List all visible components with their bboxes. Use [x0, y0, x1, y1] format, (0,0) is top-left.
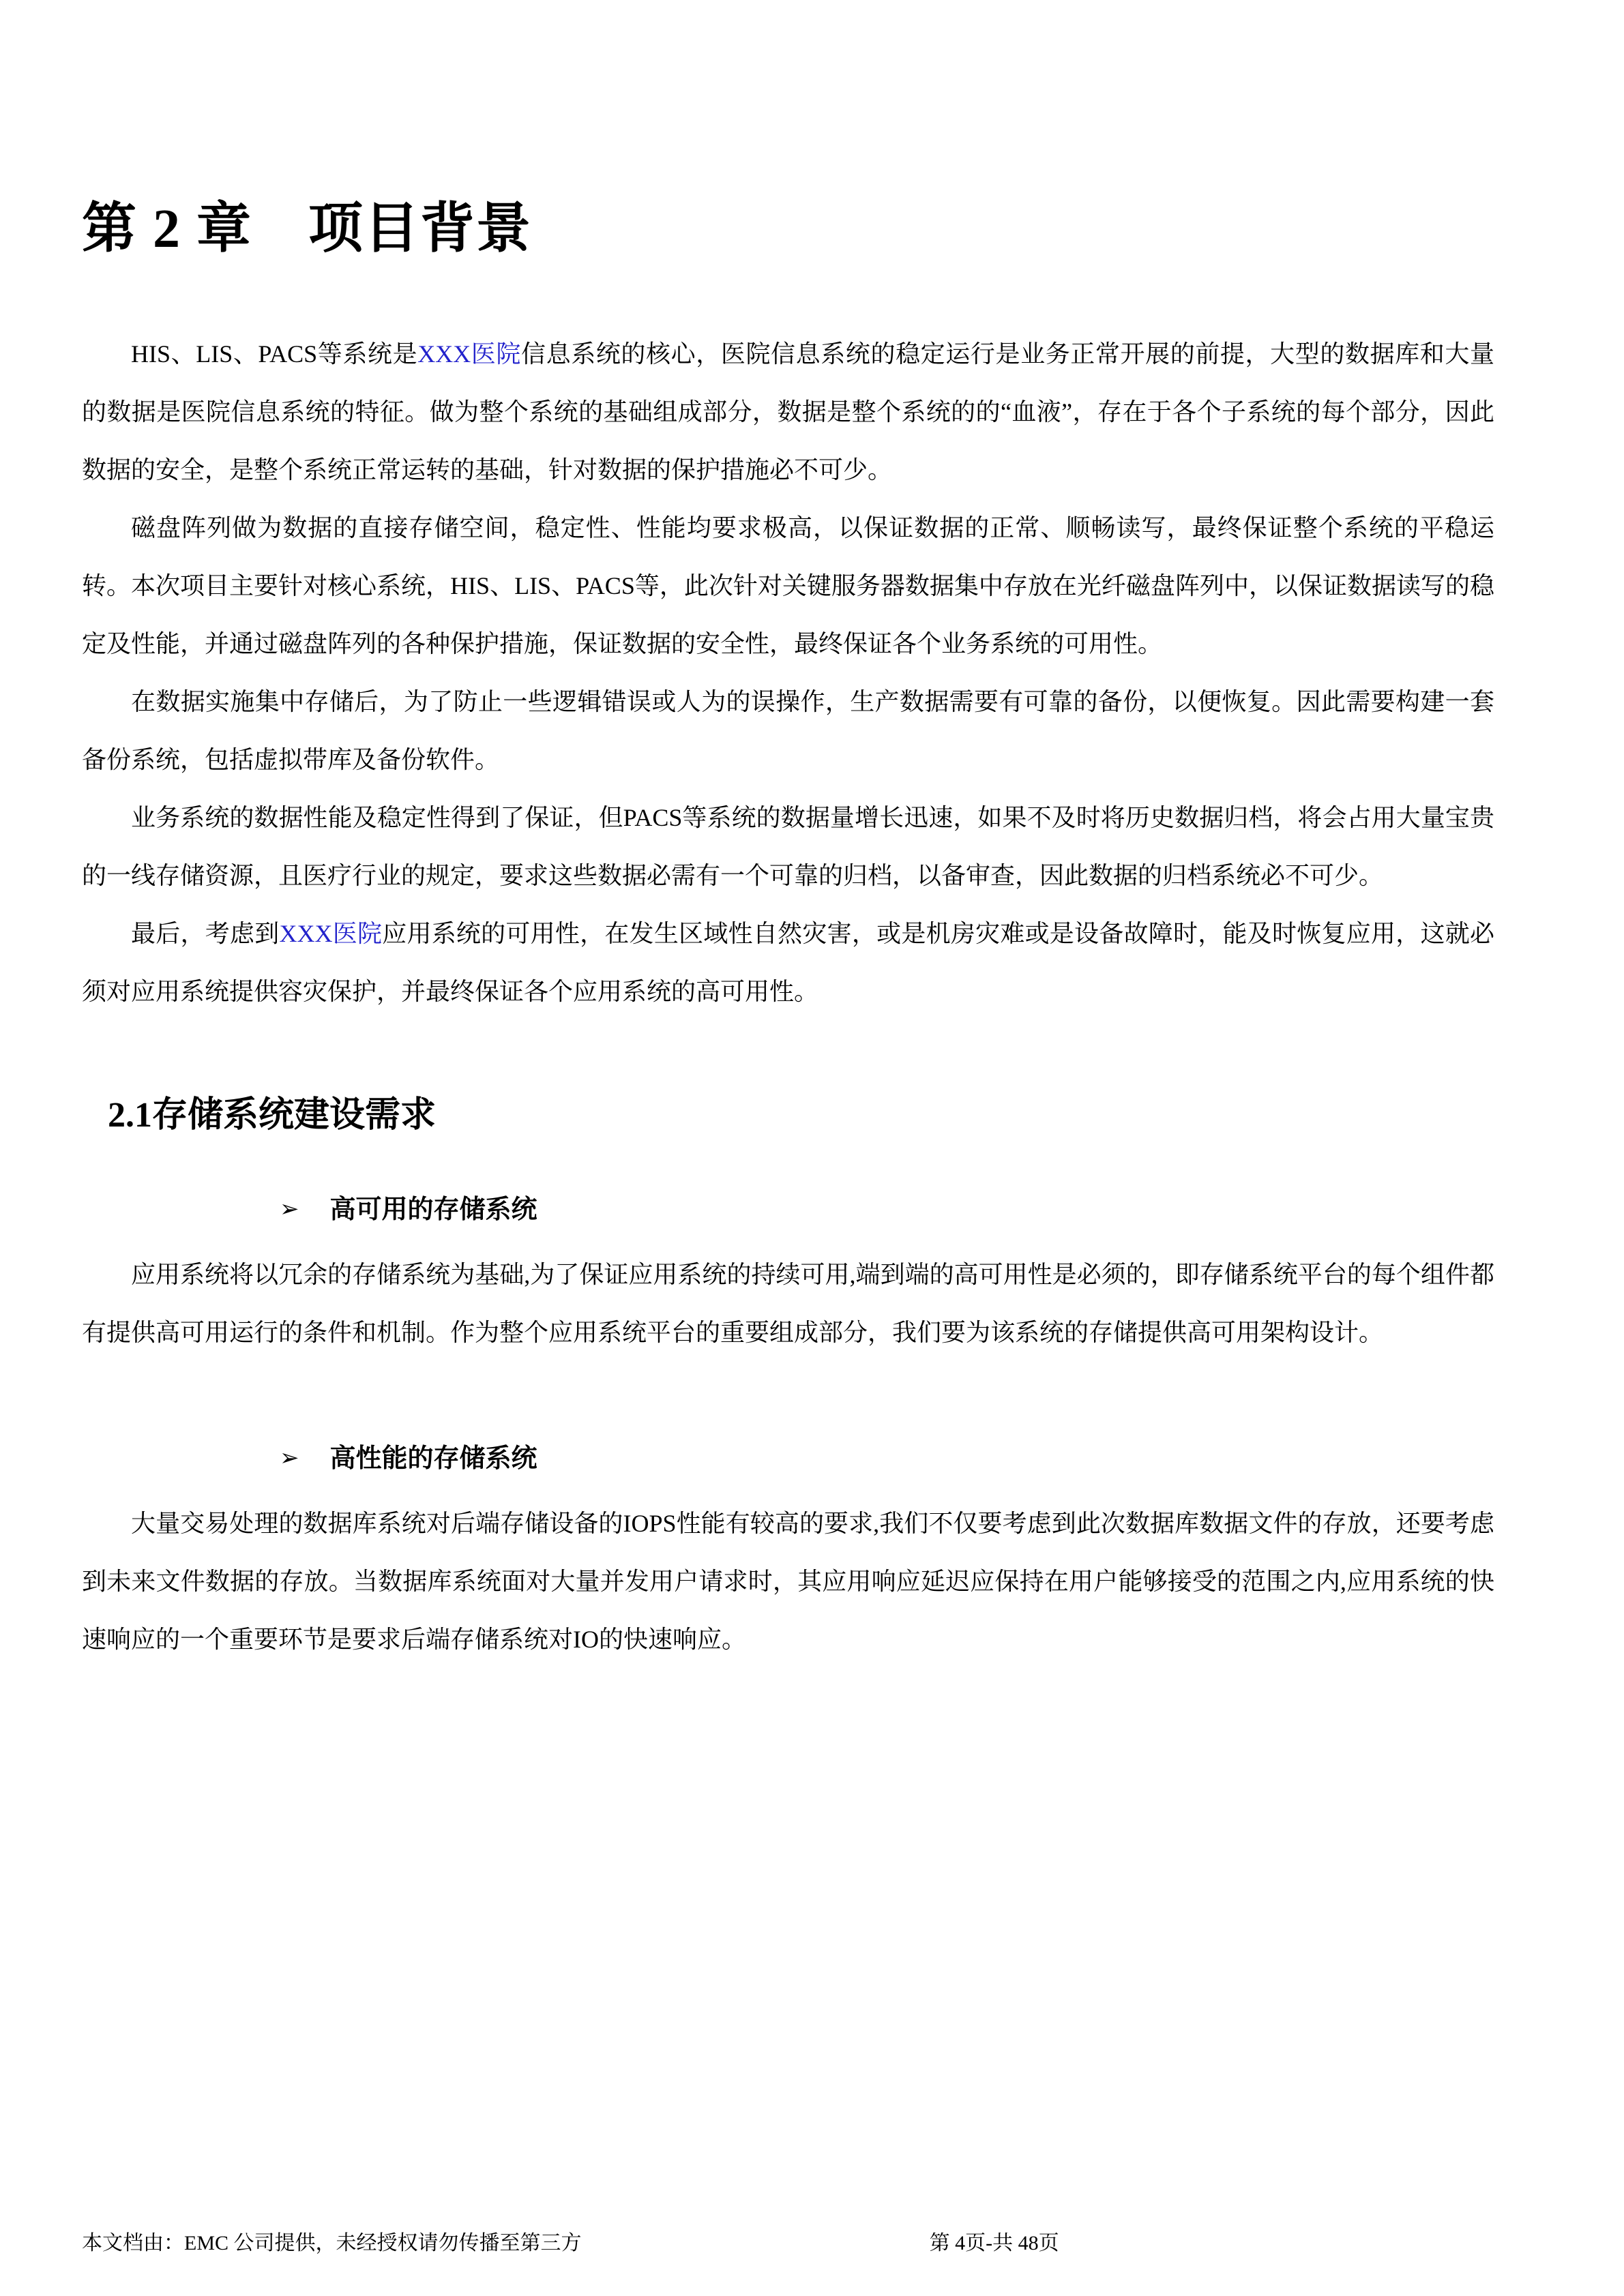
chapter-title: 第 2 章 项目背景: [82, 199, 532, 259]
paragraph-high-availability: 应用系统将以冗余的存储系统为基础,为了保证应用系统的持续可用,端到端的高可用性是必须的，即存储系统平台的每个组件都有提供高可用运行的条件和机制。作为整个应用系统平台的重要组成部分，我们要为该系统的存储提供高可用架构设计。: [82, 1261, 1494, 1346]
page-footer: [82, 2230, 1494, 2256]
paragraph-text: 信息系统的核心，医院信息系统的稳定运行是业务正常开展的前提，大型的数据库和大量的数据是医院信息系统的特征。做为整个系统的基础组成部分，数据是整个系统的的“血液”，存在于各个子系统的每个部分，因此数据的安全，是整个系统正常运转的基础，针对数据的保护措施必不可少。: [82, 340, 1494, 483]
paragraph-5: [82, 905, 1494, 1021]
arrow-bullet-icon: ➢: [280, 1445, 299, 1471]
paragraph-high-performance: 大量交易处理的数据库系统对后端存储设备的IOPS性能有较高的要求,我们不仅要考虑到此次数据库数据文件的存放，还要考虑到未来文件数据的存放。当数据库系统面对大量并发用户请求时，其应用响应延迟应保持在用户能够接受的范围之内,应用系统的快速响应的一个重要环节是要求后端存储系统对IO的快速响应。: [82, 1510, 1494, 1653]
bullet-item-high-availability: [280, 1188, 1494, 1225]
paragraph-text: 最后，考虑到: [131, 920, 280, 947]
bullet-item-high-performance: [280, 1437, 1494, 1474]
footer-disclaimer: 本文档由：EMC 公司提供，未经授权请勿传播至第三方: [82, 2232, 582, 2254]
hospital-name-link: XXX医院: [417, 340, 522, 368]
paragraph-1: [82, 325, 1494, 499]
section-title-storage-requirements: 2.1存储系统建设需求: [108, 1096, 437, 1135]
arrow-bullet-icon: ➢: [280, 1196, 299, 1222]
paragraph-text: HIS、LIS、PACS等系统是: [131, 340, 418, 368]
bullet-title-high-performance: 高性能的存储系统: [329, 1444, 537, 1473]
hospital-name-link: XXX医院: [279, 920, 383, 947]
paragraph-2: 磁盘阵列做为数据的直接存储空间，稳定性、性能均要求极高，以保证数据的正常、顺畅读写，最终保证整个系统的平稳运转。本次项目主要针对核心系统，HIS、LIS、PACS等，此次针对关键服务器数据集中存放在光纤磁盘阵列中，以保证数据读写的稳定及性能，并通过磁盘阵列的各种保护措施，保证数据的安全性，最终保证各个业务系统的可用性。: [82, 514, 1494, 657]
footer-page-number: 第 4页-共 48页: [929, 2232, 1059, 2254]
paragraph-4: 业务系统的数据性能及稳定性得到了保证，但PACS等系统的数据量增长迅速，如果不及时将历史数据归档，将会占用大量宝贵的一线存储资源，且医疗行业的规定，要求这些数据必需有一个可靠的归档，以备审查，因此数据的归档系统必不可少。: [82, 804, 1494, 889]
paragraph-3: 在数据实施集中存储后，为了防止一些逻辑错误或人为的误操作，生产数据需要有可靠的备份，以便恢复。因此需要构建一套备份系统，包括虚拟带库及备份软件。: [82, 688, 1494, 773]
paragraph-text: 应用系统的可用性，在发生区域性自然灾害，或是机房灾难或是设备故障时，能及时恢复应用，这就必须对应用系统提供容灾保护，并最终保证各个应用系统的高可用性。: [82, 920, 1494, 1005]
bullet-title-high-availability: 高可用的存储系统: [329, 1195, 537, 1224]
